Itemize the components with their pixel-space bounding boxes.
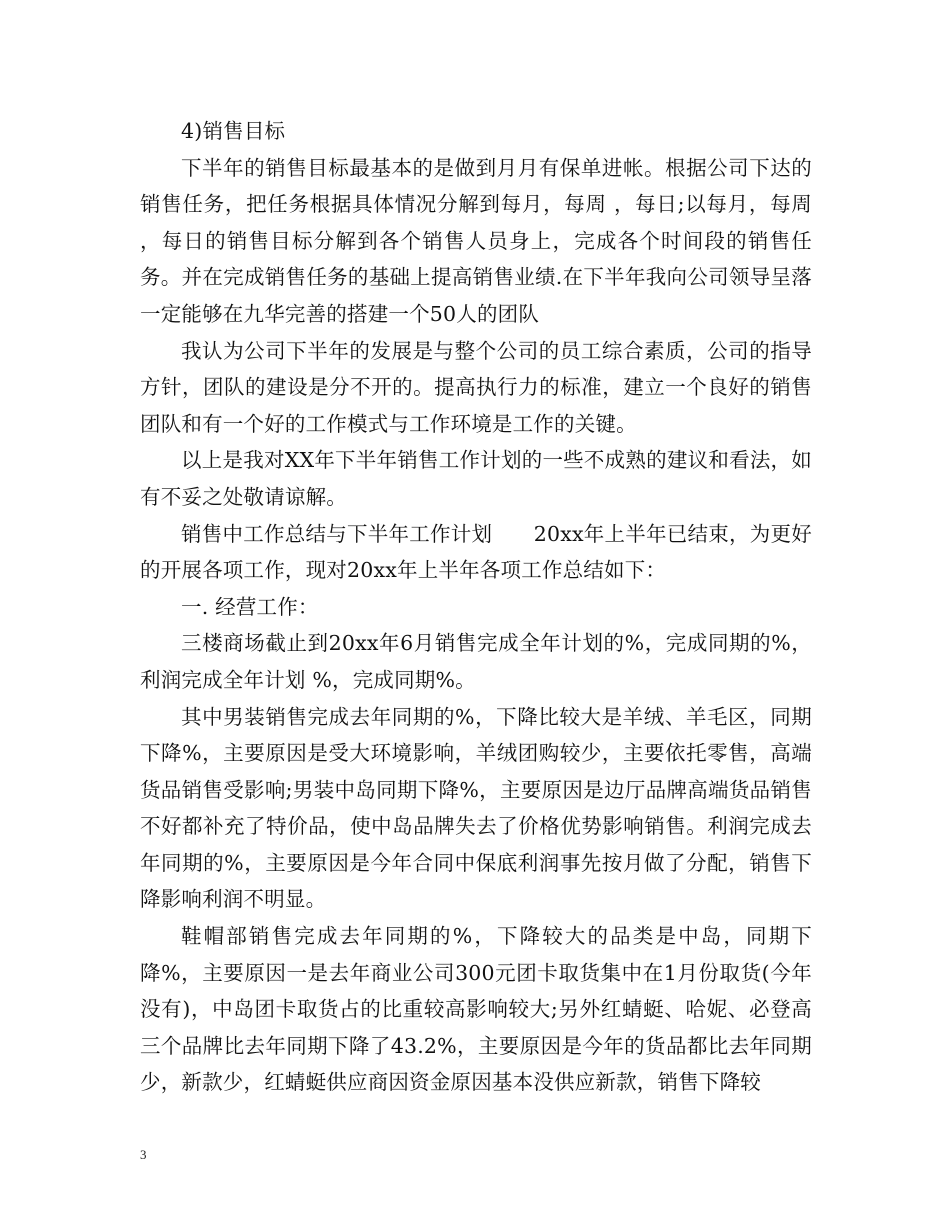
section-heading-sales-target: 4)销售目标 <box>181 119 286 143</box>
section-heading-operations: 一. 经营工作： <box>181 594 319 619</box>
paragraph-closing-remark: 以上是我对XX年下半年销售工作计划的一些不成熟的建议和看法，如有不妥之处敬请谅解。 <box>140 448 812 509</box>
paragraph-footwear-sales: 鞋帽部销售完成去年同期的%，下降较大的品类是中岛，同期下降%，主要原因一是去年商业公司300元团卡取货集中在1月份取货(今年没有)，中岛团卡取货占的比重较高影响较大;另外红蜻蜓、哈妮、必登高三个品牌比去年同期下降了43.2%，主要原因是今年的货品都比去年同期少，新款少，红蜻蜓供应商因资金原因基本没供应新款，销售下降较 <box>140 924 812 1095</box>
document-body <box>140 113 812 1101</box>
paragraph-summary-intro: 销售中工作总结与下半年工作计划 20xx年上半年已结束，为更好的开展各项工作，现对20xx年上半年各项工作总结如下： <box>140 521 812 583</box>
paragraph-third-floor-sales: 三楼商场截止到20xx年6月销售完成全年计划的%，完成同期的%，利润完成全年计划 %，完成同期%。 <box>140 631 812 692</box>
paragraph-sales-target: 下半年的销售目标最基本的是做到月月有保单进帐。根据公司下达的销售任务，把任务根据具体情况分解到每月，每周 ，每日;以每月，每周 ，每日的销售目标分解到各个销售人员身上，完成各个时间段的销售任务。并在完成销售任务的基础上提高销售业绩.在下半年我向公司领导呈落一定能够在九华完善的搭建一个50人的团队 <box>140 155 812 326</box>
page-number: 3 <box>140 1147 147 1162</box>
paragraph-menswear-sales: 其中男装销售完成去年同期的%，下降比较大是羊绒、羊毛区，同期下降%，主要原因是受大环境影响，羊绒团购较少，主要依托零售，高端货品销售受影响;男装中岛同期下降%，主要原因是边厅品牌高端货品销售不好都补充了特价品，使中岛品牌失去了价格优势影响销售。利润完成去年同期的%，主要原因是今年合同中保底利润事先按月做了分配，销售下降影响利润不明显。 <box>140 704 812 912</box>
paragraph-company-development: 我认为公司下半年的发展是与整个公司的员工综合素质，公司的指导方针，团队的建设是分不开的。提高执行力的标准，建立一个良好的销售团队和有一个好的工作模式与工作环境是工作的关键。 <box>140 338 812 436</box>
